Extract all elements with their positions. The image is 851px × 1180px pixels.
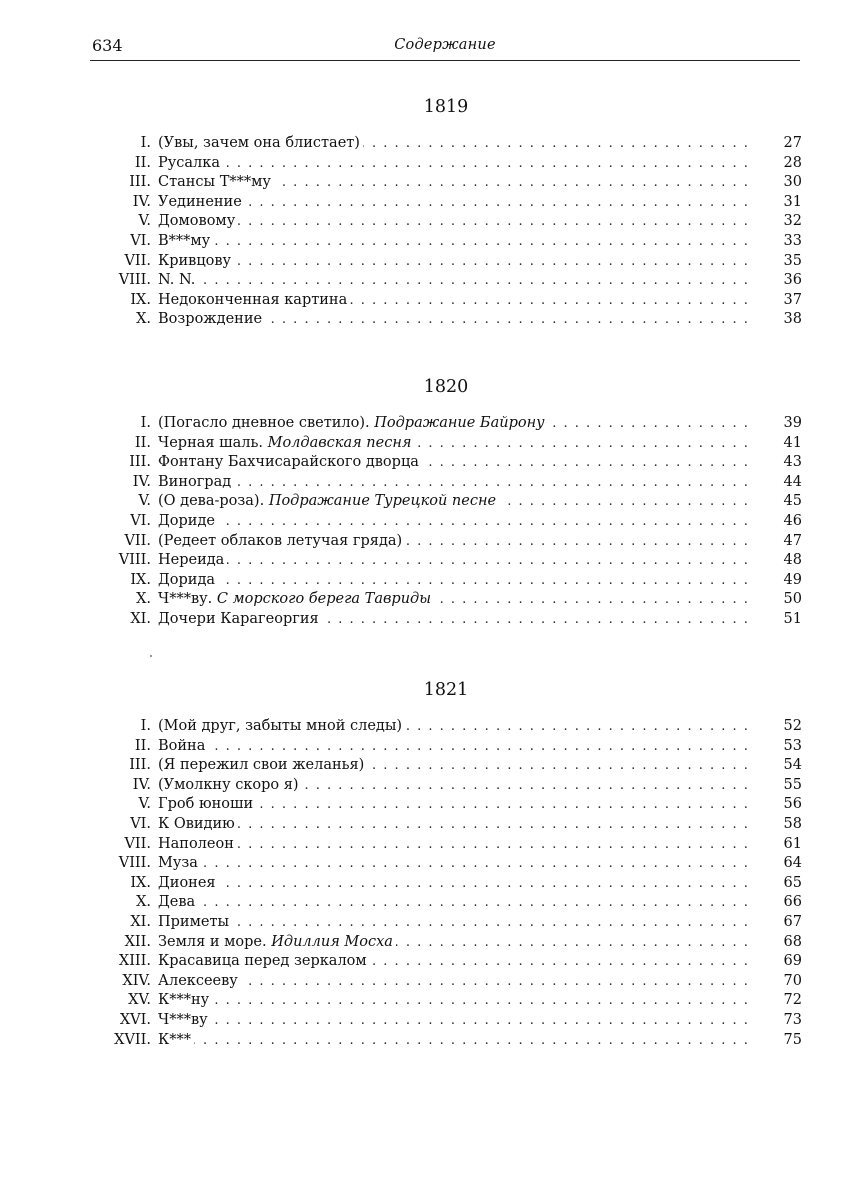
entry-leader-line [158, 173, 754, 193]
entry-page-number: 66 [783, 894, 802, 911]
entry-title-wrap [158, 474, 234, 490]
section-year-heading: 1820 [423, 377, 469, 397]
entry-title: Дочери Карагеоргия [158, 610, 319, 627]
entry-page-number: 75 [783, 1031, 802, 1048]
entry-title: Муза [158, 855, 198, 872]
entry-title: Наполеон [158, 835, 234, 852]
entry-title: Дионея [158, 874, 216, 891]
entry-number: II. [134, 434, 151, 451]
toc-entry [90, 893, 802, 913]
entry-leader-line [158, 512, 754, 532]
entry-title-wrap [158, 718, 405, 734]
entry-number: XII. [124, 933, 151, 950]
entry-number: VIII. [118, 272, 151, 289]
entry-page-number: 68 [783, 933, 802, 950]
entry-title: Красавица перед зеркалом [158, 953, 367, 970]
entry-number: VIII. [118, 855, 151, 872]
entry-title-wrap [158, 777, 302, 793]
toc-entry [90, 991, 802, 1011]
entry-page-number: 58 [783, 815, 802, 832]
entry-number: XV. [128, 992, 151, 1009]
toc-entry [90, 473, 802, 493]
entry-leader-line [158, 232, 754, 252]
entry-title-wrap [158, 1012, 211, 1028]
section-year-heading: 1819 [423, 97, 469, 117]
entry-leader-line [158, 717, 754, 737]
entry-number: III. [129, 454, 151, 471]
toc-entry [90, 492, 802, 512]
entry-number: IX. [130, 291, 151, 308]
entry-page-number: 56 [783, 796, 802, 813]
entry-title: К*** [158, 1031, 191, 1048]
entry-page-number: 70 [783, 972, 802, 989]
entry-leader-line [158, 610, 754, 630]
entry-title-wrap [158, 934, 396, 950]
toc-entry [90, 874, 802, 894]
entry-page-number: 61 [783, 835, 802, 852]
entry-title-wrap [158, 533, 405, 549]
toc-entry [90, 913, 802, 933]
toc-entry [90, 173, 802, 193]
entry-title: Виноград [158, 473, 232, 490]
entry-title: Дорида [158, 571, 216, 588]
toc-entry [90, 776, 802, 796]
toc-entry [90, 193, 802, 213]
entry-leader-line [158, 414, 754, 434]
entry-title-wrap [158, 816, 238, 832]
toc-entry [90, 952, 802, 972]
entry-title: Дориде [158, 512, 215, 529]
entry-title-wrap [158, 174, 274, 190]
entry-title: Приметы [158, 913, 230, 930]
entry-title-wrap [158, 155, 223, 171]
entry-title: Возрождение [158, 311, 263, 328]
entry-subtitle: Идиллия Мосха [271, 933, 393, 950]
entry-subtitle: Подражание Байрону [374, 415, 545, 431]
toc-section [90, 678, 802, 1050]
entry-leader-line [158, 571, 754, 591]
entry-leader-line [158, 193, 754, 213]
entry-title-wrap [158, 973, 241, 989]
entry-title: Фонтану Бахчисарайского дворца [158, 454, 419, 471]
entry-page-number: 28 [783, 154, 802, 171]
entry-title: К***ну [158, 992, 210, 1009]
entry-title-wrap [158, 914, 232, 930]
print-speck [150, 655, 152, 657]
entry-number: X. [136, 591, 151, 608]
entry-number: XIV. [122, 972, 151, 989]
entry-page-number: 30 [783, 174, 802, 191]
entry-page-number: 73 [783, 1011, 802, 1028]
entry-leader-line [158, 795, 754, 815]
entry-page-number: 52 [783, 718, 802, 734]
toc-list [90, 717, 802, 1050]
entry-title: К Овидию [158, 815, 235, 832]
entry-page-number: 69 [783, 953, 802, 970]
entry-title-wrap [158, 493, 499, 509]
entry-title-wrap [158, 253, 234, 269]
entry-title-wrap [158, 272, 198, 288]
entry-page-number: 36 [783, 272, 802, 289]
entry-leader-line [158, 835, 754, 855]
entry-leader-line [158, 453, 754, 473]
entry-number: IV. [132, 776, 151, 793]
toc-entry [90, 933, 802, 953]
entry-title-wrap [158, 513, 218, 529]
entry-number: I. [140, 718, 151, 734]
entry-page-number: 38 [783, 311, 802, 328]
toc-entry [90, 835, 802, 855]
toc-entry [90, 717, 802, 737]
entry-title-wrap [158, 894, 198, 910]
entry-title: (Мой друг, забыты мной следы) [158, 718, 403, 734]
entry-title-wrap [158, 213, 238, 229]
entry-number: XIII. [118, 953, 151, 970]
toc-entry [90, 310, 802, 330]
entry-leader-line [158, 473, 754, 493]
entry-title-wrap [158, 552, 227, 568]
toc-section [90, 95, 802, 330]
entry-title: N. N. [158, 272, 196, 289]
entry-leader-line [158, 252, 754, 272]
entry-title: Недоконченная картина [158, 291, 348, 308]
entry-title-wrap [158, 875, 219, 891]
running-head [90, 36, 800, 61]
entry-number: IX. [130, 874, 151, 891]
entry-page-number: 49 [783, 571, 802, 588]
entry-title-wrap [158, 415, 548, 431]
entry-page-number: 46 [783, 512, 802, 529]
entry-title-wrap [158, 135, 363, 151]
entry-leader-line [158, 874, 754, 894]
entry-leader-line [158, 551, 754, 571]
entry-number: II. [134, 737, 151, 754]
entry-page-number: 32 [783, 213, 802, 230]
entry-title: Гроб юноши [158, 796, 254, 813]
entry-page-number: 72 [783, 992, 802, 1009]
entry-number: I. [140, 135, 151, 151]
entry-title: (Я пережил свои желанья) [158, 757, 365, 774]
entry-subtitle: Подражание Турецкой песне [268, 493, 497, 510]
entry-number: IX. [130, 571, 151, 588]
entry-leader-line [158, 854, 754, 874]
toc-entry [90, 590, 802, 610]
entry-title: Ч***ву [158, 1011, 208, 1028]
entry-title: Алексееву [158, 972, 238, 989]
entry-title: (О дева-роза). [158, 493, 265, 510]
toc-entry [90, 434, 802, 454]
entry-number: X. [136, 311, 151, 328]
entry-page-number: 53 [783, 737, 802, 754]
entry-page-number: 33 [783, 232, 802, 249]
entry-leader-line [158, 815, 754, 835]
entry-title-wrap [158, 953, 370, 969]
entry-title: Ч***ву. [158, 591, 213, 608]
entry-title-wrap [158, 836, 237, 852]
entry-number: V. [138, 213, 151, 230]
toc-entry [90, 756, 802, 776]
entry-page-number: 27 [783, 135, 802, 151]
entry-title: (Редеет облаков летучая гряда) [158, 532, 403, 549]
entry-leader-line [158, 134, 754, 154]
entry-number: XI. [130, 610, 151, 627]
entry-title: Русалка [158, 154, 220, 171]
entry-title: (Увы, зачем она блистает) [158, 135, 360, 151]
entry-page-number: 48 [783, 552, 802, 569]
entry-leader-line [158, 991, 754, 1011]
entry-page-number: 67 [783, 913, 802, 930]
entry-title: Дева [158, 894, 196, 911]
entry-number: II. [134, 154, 151, 171]
entry-number: X. [136, 894, 151, 911]
toc-entry [90, 134, 802, 154]
entry-title: (Погасло дневное светило). [158, 415, 370, 431]
entry-leader-line [158, 271, 754, 291]
entry-title-wrap [158, 233, 213, 249]
page-number: 634 [92, 36, 123, 55]
entry-page-number: 45 [783, 493, 802, 510]
entry-title-wrap [158, 992, 212, 1008]
entry-leader-line [158, 212, 754, 232]
entry-number: IV. [132, 473, 151, 490]
entry-leader-line [158, 913, 754, 933]
entry-title: Стансы Т***му [158, 174, 271, 191]
entry-subtitle: С морского берега Тавриды [216, 591, 432, 608]
entry-title: Кривцову [158, 252, 232, 269]
entry-number: XVII. [114, 1031, 151, 1048]
toc-section [90, 375, 802, 630]
entry-title-wrap [158, 194, 245, 210]
entry-page-number: 47 [783, 532, 802, 549]
entry-page-number: 54 [783, 757, 802, 774]
entry-number: VI. [130, 512, 151, 529]
entry-leader-line [158, 532, 754, 552]
entry-page-number: 31 [783, 193, 802, 210]
entry-leader-line [158, 972, 754, 992]
entry-page-number: 55 [783, 776, 802, 793]
entry-number: V. [138, 796, 151, 813]
entry-page-number: 64 [783, 855, 802, 872]
entry-leader-line [158, 737, 754, 757]
running-head-title: Содержание [394, 37, 496, 53]
entry-leader-line [158, 154, 754, 174]
toc-entry [90, 232, 802, 252]
entry-leader-line [158, 434, 754, 454]
entry-number: V. [138, 493, 151, 510]
entry-title-wrap [158, 796, 256, 812]
entry-title: Уединение [158, 193, 242, 210]
entry-number: XI. [130, 913, 151, 930]
entry-leader-line [158, 291, 754, 311]
entry-leader-line [158, 492, 754, 512]
toc-entry [90, 737, 802, 757]
toc-entry [90, 610, 802, 630]
toc-entry [90, 252, 802, 272]
entry-number: VII. [124, 532, 151, 549]
entry-title-wrap [158, 757, 367, 773]
toc-entry [90, 854, 802, 874]
entry-title-wrap [158, 572, 218, 588]
toc-list [90, 414, 802, 630]
toc-entry [90, 414, 802, 434]
entry-title: В***му [158, 232, 211, 249]
section-year-heading: 1821 [423, 680, 469, 700]
toc-entry [90, 154, 802, 174]
entry-title: Черная шаль. [158, 434, 263, 451]
entry-title: (Умолкну скоро я) [158, 776, 299, 793]
entry-leader-line [158, 310, 754, 330]
toc-entry [90, 571, 802, 591]
entry-number: III. [129, 174, 151, 191]
entry-number: VIII. [118, 552, 151, 569]
toc-entry [90, 551, 802, 571]
toc-entry [90, 212, 802, 232]
entry-page-number: 51 [783, 610, 802, 627]
entry-leader-line [158, 893, 754, 913]
entry-number: VII. [124, 835, 151, 852]
entry-leader-line [158, 776, 754, 796]
entry-page-number: 41 [783, 434, 802, 451]
toc-entry [90, 1031, 802, 1051]
toc-entry [90, 972, 802, 992]
entry-title: Земля и море. [158, 933, 267, 950]
entry-title-wrap [158, 855, 201, 871]
entry-title: Война [158, 737, 206, 754]
toc-entry [90, 815, 802, 835]
entry-title: Нереида [158, 552, 225, 569]
entry-page-number: 65 [783, 874, 802, 891]
entry-title-wrap [158, 591, 434, 607]
entry-leader-line [158, 756, 754, 776]
entry-leader-line [158, 590, 754, 610]
entry-leader-line [158, 1031, 754, 1051]
entry-page-number: 37 [783, 291, 802, 308]
entry-page-number: 44 [783, 473, 802, 490]
entry-number: VI. [130, 232, 151, 249]
entry-page-number: 43 [783, 454, 802, 471]
entry-title-wrap [158, 292, 350, 308]
entry-title-wrap [158, 611, 322, 627]
entry-title-wrap [158, 435, 415, 451]
toc-entry [90, 271, 802, 291]
toc-entry [90, 453, 802, 473]
entry-number: XVI. [119, 1011, 151, 1028]
entry-number: IV. [132, 193, 151, 210]
toc-list [90, 134, 802, 330]
entry-title-wrap [158, 738, 208, 754]
entry-number: VI. [130, 815, 151, 832]
entry-title-wrap [158, 311, 265, 327]
toc-entry [90, 512, 802, 532]
entry-page-number: 35 [783, 252, 802, 269]
entry-page-number: 50 [783, 591, 802, 608]
entry-leader-line [158, 952, 754, 972]
entry-title-wrap [158, 1032, 194, 1048]
toc-entry [90, 1011, 802, 1031]
toc-entry [90, 291, 802, 311]
entry-subtitle: Молдавская песня [267, 434, 412, 451]
entry-leader-line [158, 1011, 754, 1031]
entry-number: VII. [124, 252, 151, 269]
toc-entry [90, 795, 802, 815]
entry-title: Домовому [158, 213, 236, 230]
entry-title-wrap [158, 454, 422, 470]
entry-page-number: 39 [783, 415, 802, 431]
entry-leader-line [158, 933, 754, 953]
entry-number: I. [140, 415, 151, 431]
toc-entry [90, 532, 802, 552]
entry-number: III. [129, 757, 151, 774]
